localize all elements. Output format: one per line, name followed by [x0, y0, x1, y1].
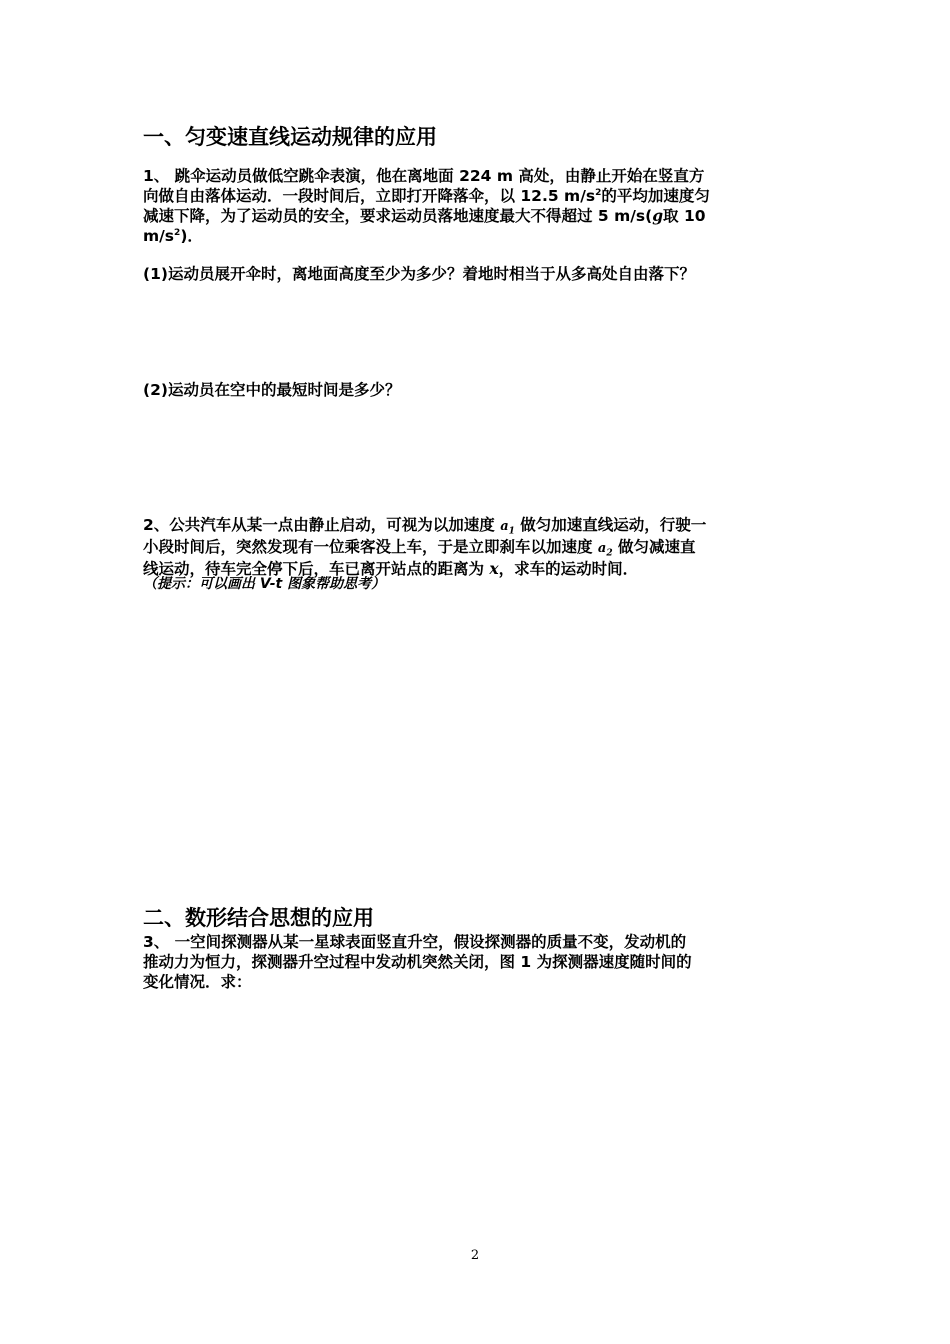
gravity-symbol: g: [652, 206, 664, 225]
problem-1-line-1: 1、 跳伞运动员做低空跳伞表演，他在离地面 224 m 高处，由静止开始在竖直方: [143, 167, 705, 185]
superscript-two: 2: [595, 187, 602, 198]
superscript-two: 2: [174, 227, 181, 238]
subscript-one: 1: [508, 526, 515, 537]
problem-3-line-3: 变化情况．求：: [143, 973, 252, 991]
problem-3-line-2: 推动力为恒力，探测器升空过程中发动机突然关闭，图 1 为探测器速度随时间的: [143, 953, 692, 971]
problem-1-line-2a: 向做自由落体运动．一段时间后，立即打开降落伞，以 12.5 m/s: [143, 187, 596, 205]
problem-1-line-3b: 取 10: [663, 207, 706, 225]
problem-2-text: [143, 515, 813, 579]
a-symbol: a: [500, 519, 509, 534]
problem-2-line-1b: 做匀加速直线运动，行驶一: [514, 516, 707, 534]
subscript-two: 2: [606, 548, 613, 559]
question-2-text: (2)运动员在空中的最短时间是多少？: [143, 381, 401, 399]
acceleration-a1: [500, 519, 515, 537]
problem-2-hint: （提示：可以画出 V-t 图象帮助思考）: [143, 576, 386, 592]
distance-symbol: x: [489, 559, 499, 578]
problem-2-line-1a: 2、公共汽车从某一点由静止启动，可视为以加速度: [143, 516, 501, 534]
acceleration-a2: [597, 541, 613, 559]
problem-3-text: [143, 932, 813, 992]
problem-1-question-1: [143, 264, 813, 284]
section-1-title: 一、匀变速直线运动规律的应用: [143, 125, 437, 149]
problem-1-line-4b: )．: [180, 227, 203, 245]
section-2-title: 二、数形结合思想的应用: [143, 906, 374, 930]
problem-1-question-2: [143, 380, 813, 400]
problem-2-line-1: [143, 515, 813, 537]
problem-1-line-4: [143, 226, 813, 246]
problem-1-line-3a: 减速下降，为了运动员的安全，要求运动员落地速度最大不得超过 5 m/s(: [143, 207, 653, 225]
a-symbol: a: [597, 541, 607, 556]
problem-1-line-2b: 的平均加速度匀: [601, 187, 710, 205]
problem-3-line-1: 3、 一空间探测器从某一星球表面竖直升空，假设探测器的质量不变，发动机的: [143, 933, 687, 951]
problem-2-line-2a: 小段时间后，突然发现有一位乘客没上车，于是立即刹车以加速度: [143, 538, 598, 556]
problem-1-text: [143, 166, 813, 246]
question-1-text: (1)运动员展开伞时，离地面高度至少为多少？着地时相当于从多高处自由落下？: [143, 265, 695, 283]
problem-1-line-3: [143, 206, 813, 226]
problem-2-line-2: [143, 537, 813, 559]
problem-2-line-3b: ，求车的运动时间．: [498, 560, 639, 578]
problem-2-line-3a: 线运动，待车完全停下后，车已离开站点的距离为: [143, 560, 490, 578]
problem-1-line-2: [143, 186, 813, 206]
page-number: 2: [470, 1248, 480, 1263]
problem-2-line-2b: 做匀减速直: [612, 538, 696, 556]
problem-1-line-4a: m/s: [143, 227, 175, 245]
